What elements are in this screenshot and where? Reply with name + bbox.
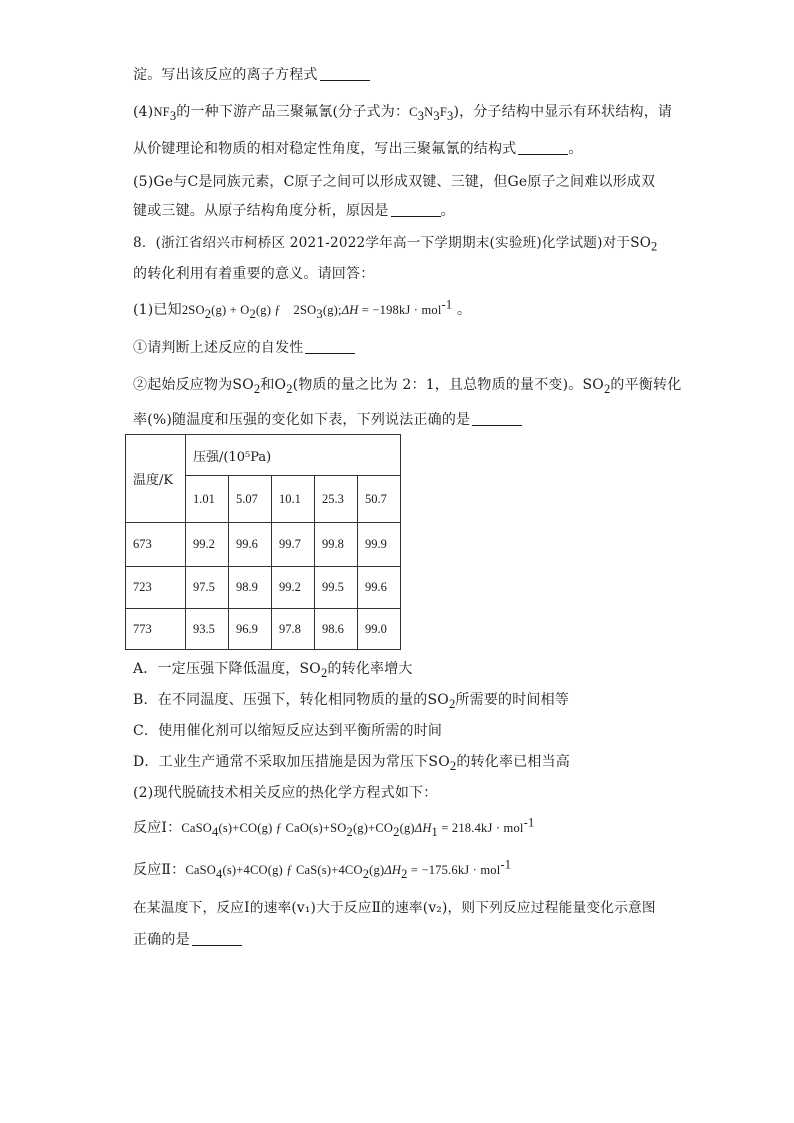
text-line-11: 率(%)随温度和压强的变化如下表，下列说法正确的是 — [133, 410, 522, 430]
option-c: C．使用催化剂可以缩短反应达到平衡所需的时间 — [133, 723, 443, 739]
option-b: B．在不同温度、压强下，转化相同物质的量的$SO_2$所需要的时间相等 — [133, 692, 570, 711]
text-line-7: 的转化利用有着重要的意义。请回答： — [133, 266, 375, 282]
table-row: 1.01 5.07 10.1 25.3 50.7 — [126, 476, 401, 523]
answer-blank — [192, 932, 242, 946]
reaction-1: 反应Ⅰ：CaSO$_4$(s)+CO(g) ƒ $CaO(s)+SO_2(g)+CO_2(g)\Delta H_1 = 218.4kJ \cdot mol^{-1}$ — [133, 815, 535, 839]
reaction-2: 反应Ⅱ：CaSO$_4$(s)+4CO(g) ƒ $CaS(s)+4CO_2(g)\Delta H_2 = -175.6kJ \cdot mol^{-1}$ — [133, 857, 512, 881]
table-row: 673 99.2 99.6 99.7 99.8 99.9 — [126, 523, 401, 567]
answer-blank — [391, 203, 441, 217]
text-line-14: 正确的是 — [133, 930, 242, 950]
text-line-12: (2)现代脱硫技术相关反应的热化学方程式如下： — [133, 785, 438, 801]
answer-blank — [305, 340, 355, 354]
answer-blank — [472, 412, 522, 426]
equation-line: (1)已知$2SO_2(g) + O_2(g)$ ƒ $2SO_3(g);\Delta H = -198kJ \cdot mol^{-1}$ 。 — [133, 297, 472, 321]
table-row: 773 93.5 96.9 97.8 98.6 99.0 — [126, 609, 401, 650]
table-temp-header: 温度/K — [126, 435, 186, 523]
table-pressure-header: 压强/(10⁵Pa) — [186, 435, 401, 476]
option-d: D．工业生产通常不采取加压措施是因为常压下$SO_2$的转化率已相当高 — [133, 754, 570, 773]
conversion-table — [125, 434, 401, 650]
answer-blank — [320, 67, 370, 81]
question-8-header: 8．(浙江省绍兴市柯桥区 2021-2022学年高一下学期期末(实验班)化学试题)对于$SO_2$ — [133, 235, 658, 254]
text-line-10: ②起始反应物为$SO_2$和$O_2$(物质的量之比为 2：1，且总物质的量不变)。$SO_2$的平衡转化 — [133, 377, 682, 396]
text-line-1: 淀。写出该反应的离子方程式 — [133, 65, 370, 85]
text-line-5: 键或三键。从原子结构角度分析，原因是 。 — [133, 203, 455, 219]
text-line-13: 在某温度下，反应Ⅰ的速率(v₁)大于反应Ⅱ的速率(v₂)，则下列反应过程能量变化示意图 — [133, 900, 656, 916]
text-line-3: 从价键理论和物质的相对稳定性角度，写出三聚氟氰的结构式 。 — [133, 141, 583, 157]
table-row: 723 97.5 98.9 99.2 99.5 99.6 — [126, 567, 401, 609]
text-line-2: $(4)NF_3$的一种下游产品三聚氟氰(分子式为：$C_3N_3F_3$)，分子结构中显示有环状结构，请 — [133, 104, 673, 123]
text-line-4: (5)Ge与C是同族元素，C原子之间可以形成双键、三键，但Ge原子之间难以形成双 — [133, 174, 656, 190]
text-line-9: ①请判断上述反应的自发性 — [133, 338, 355, 358]
answer-blank — [518, 141, 568, 155]
option-a: A．一定压强下降低温度，$SO_2$的转化率增大 — [133, 661, 413, 680]
